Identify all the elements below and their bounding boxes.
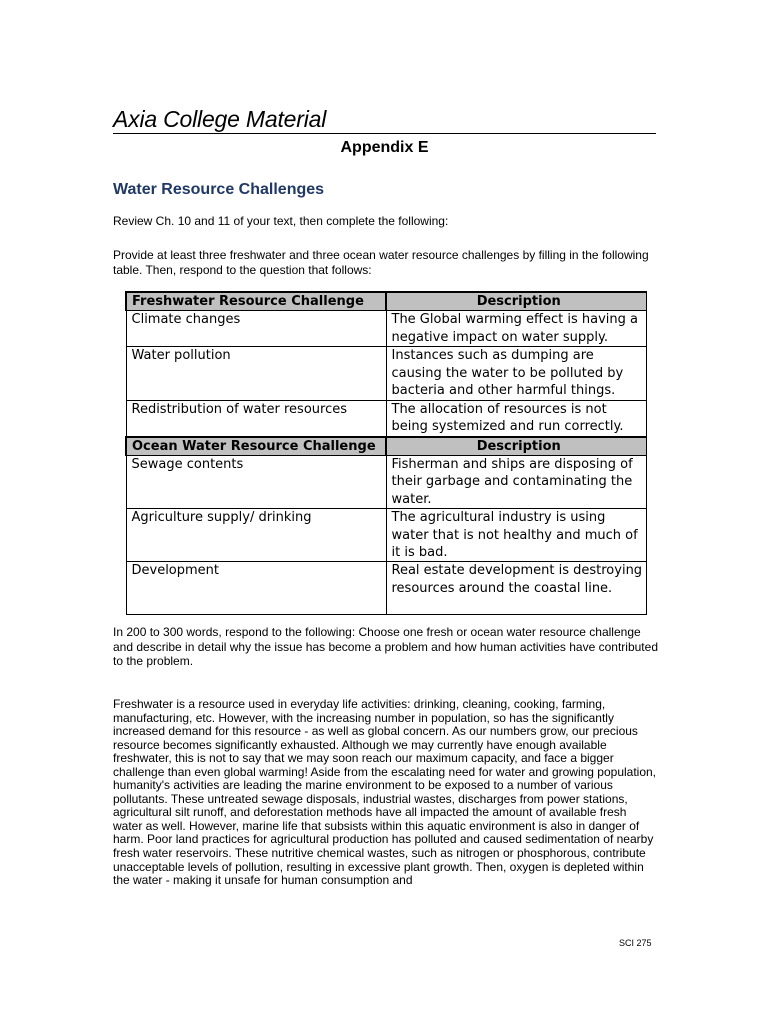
challenge-cell: Sewage contents xyxy=(126,456,386,509)
challenge-cell: Redistribution of water resources xyxy=(126,400,386,437)
description-cell: The allocation of resources is not being systemized and run correctly. xyxy=(386,400,646,437)
table-row xyxy=(126,509,646,562)
challenge-cell: Climate changes xyxy=(126,311,386,347)
challenge-cell: Agriculture supply/ drinking xyxy=(126,509,386,562)
college-title: Axia College Material xyxy=(113,106,327,132)
fresh-description-header: Description xyxy=(386,292,646,311)
review-instruction: Review Ch. 10 and 11 of your text, then complete the following: xyxy=(113,214,449,228)
description-cell: The agricultural industry is using water that is not healthy and much of it is bad. xyxy=(386,509,646,562)
table-row xyxy=(126,347,646,400)
fresh-header-row xyxy=(126,292,646,311)
question-prompt: In 200 to 300 words, respond to the following: Choose one fresh or ocean water resource challenge and describe in detail why the issue has become a problem and how human activities have contributed to the problem. xyxy=(113,625,658,668)
description-cell: The Global warming effect is having a negative impact on water supply. xyxy=(386,311,646,347)
challenges-table xyxy=(125,291,647,615)
header-rule xyxy=(113,133,656,134)
challenge-cell: Development xyxy=(126,562,386,615)
fresh-challenge-header: Freshwater Resource Challenge xyxy=(126,292,386,311)
essay-response: Freshwater is a resource used in everyday life activities: drinking, cleaning, cooking, farming, manufacturing, etc. However, with the increasing number in population, so has the significantly increased demand for this resource - as well as global concern. As our numbers grow, our precious resource becomes significantly exhausted. Although we may currently have enough available freshwater, this is not to say that we may soon reach our maximum capacity, and face a bigger challenge than even global warming! Aside from the escalating need for water and growing population, humanity's activities are leading the marine environment to be exposed to a number of various pollutants. These untreated sewage disposals, industrial wastes, discharges from power stations, agricultural silt runoff, and deforestation methods have all impacted the amount of available fresh water as well. However, marine life that subsists within this aquatic environment is also in danger of harm. Poor land practices for agricultural production has polluted and caused sedimentation of nearby fresh water reservoirs. These nutritive chemical wastes, such as nitrogen or phosphorous, contribute unacceptable levels of pollution, resulting in excessive plant growth. Then, oxygen is depleted within the water - making it unsafe for human consumption and xyxy=(113,697,657,888)
section-title: Water Resource Challenges xyxy=(113,181,325,198)
description-cell: Instances such as dumping are causing the water to be polluted by bacteria and other harmful things. xyxy=(386,347,646,400)
ocean-description-header: Description xyxy=(386,437,646,456)
ocean-header-row xyxy=(126,437,646,456)
appendix-title: Appendix E xyxy=(340,139,429,156)
ocean-challenge-header: Ocean Water Resource Challenge xyxy=(126,437,386,456)
table-row xyxy=(126,400,646,437)
provide-instruction: Provide at least three freshwater and three ocean water resource challenges by filling in the following table. Then, respond to the question that follows: xyxy=(113,248,649,277)
challenge-cell: Water pollution xyxy=(126,347,386,400)
description-cell: Fisherman and ships are disposing of their garbage and contaminating the water. xyxy=(386,456,646,509)
footer-course-code: SCI 275 xyxy=(619,938,652,948)
table-row xyxy=(126,456,646,509)
table-row xyxy=(126,311,646,347)
table-row xyxy=(126,562,646,615)
description-cell: Real estate development is destroying resources around the coastal line. xyxy=(386,562,646,615)
